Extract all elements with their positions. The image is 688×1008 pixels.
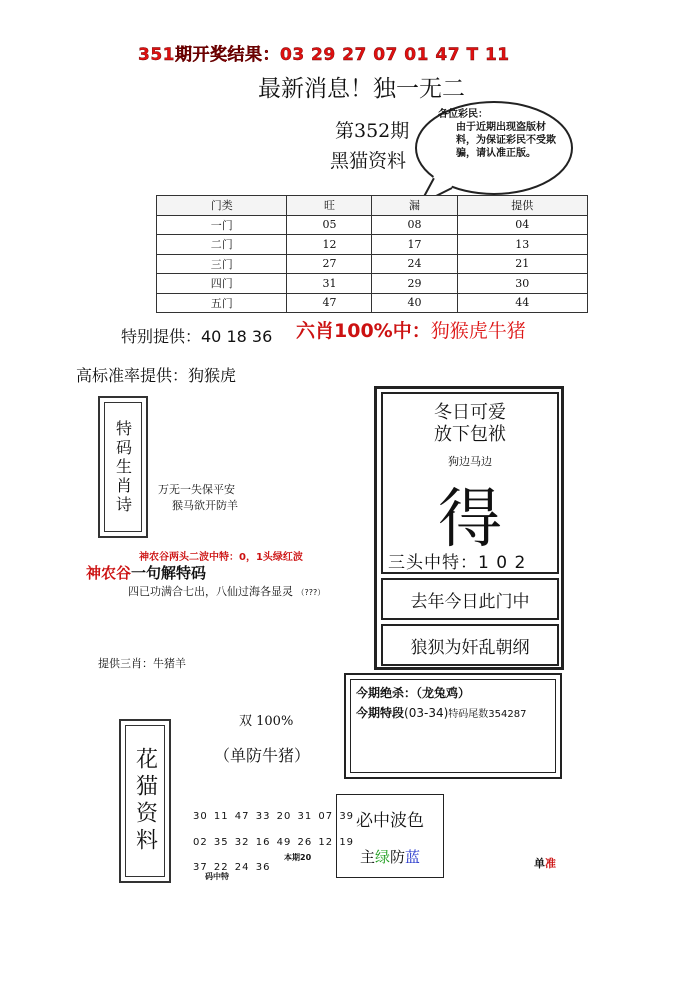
number-row-1: 30 11 47 33 20 31 07 39 [193, 811, 355, 822]
three-head-line: 三头中特：1 0 2 [388, 553, 527, 573]
kill-line-2-range: (03-34) [404, 706, 449, 720]
table-cell: 29 [372, 274, 457, 294]
news-headline: 最新消息！独一无二 [258, 76, 465, 102]
gouma-line: 狗边马边 [448, 455, 492, 468]
table-cell: 二门 [157, 235, 287, 255]
poem-title-box [98, 396, 148, 538]
shennong-title [86, 562, 206, 583]
number-row-3: 37 22 24 36 [193, 862, 271, 873]
bubble-warning: 由于近期出现盗版材料，为保证彩民不受欺骗，请认准正版。 [456, 122, 556, 159]
flower-cat-title-box [119, 719, 171, 883]
riddle-question: （???） [296, 588, 326, 597]
kill-line-2-mid: 特段 [380, 706, 405, 720]
special-provide: 特别提供：40 18 36 [121, 327, 273, 346]
dan-black: 单 [534, 857, 545, 870]
table-header-cell: 漏 [372, 196, 457, 216]
poem-title: 特码生肖诗 [113, 419, 133, 515]
kill-line-1: 今期绝杀：（龙兔鸡） [356, 686, 471, 700]
table-row [157, 215, 588, 235]
wave-blue: 蓝 [405, 848, 421, 866]
table-cell: 31 [287, 274, 372, 294]
double-line: 双 100% [239, 714, 294, 729]
heimao-title: 黑猫资料 [330, 150, 407, 172]
table-cell: 17 [372, 235, 457, 255]
high-accuracy-line: 高标准率提供：狗猴虎 [76, 366, 237, 385]
door-table [156, 195, 588, 313]
draw-result-line: 351期开奖结果：03 29 27 07 01 47 T 11 [138, 45, 510, 65]
six-shio-answer: 狗猴虎牛猪 [430, 320, 526, 342]
table-cell: 30 [457, 274, 587, 294]
table-row [157, 274, 588, 294]
wave-subline [336, 846, 444, 867]
this-issue-label: 本期20 [284, 853, 312, 862]
wave-guard: 防 [390, 848, 406, 866]
table-cell: 04 [457, 215, 587, 235]
table-cell: 27 [287, 254, 372, 274]
table-cell: 五门 [157, 293, 287, 313]
flower-cat-title: 花猫资料 [132, 747, 158, 855]
poem-title-frame [104, 402, 142, 532]
wave-main: 主 [359, 848, 375, 866]
big-character: 得 [438, 483, 502, 557]
hit-special-label: 码中特 [205, 872, 229, 881]
langbei-box [381, 624, 559, 666]
table-cell: 12 [287, 235, 372, 255]
table-header-cell: 门类 [157, 196, 287, 216]
table-cell: 05 [287, 215, 372, 235]
kill-line-2-tail: 特码尾数354287 [448, 709, 527, 720]
six-shio-prefix: 六肖100%中： [296, 320, 431, 342]
table-header-cell: 提供 [457, 196, 587, 216]
table-cell: 24 [372, 254, 457, 274]
winter-line-1: 冬日可爱 [434, 402, 506, 423]
riddle-text: 四已功满合七出，八仙过海各显灵 [128, 585, 293, 598]
three-shio-line: 提供三肖：牛猪羊 [98, 657, 186, 670]
table-cell: 三门 [157, 254, 287, 274]
table-cell: 08 [372, 215, 457, 235]
guard-line: （单防牛猪） [214, 746, 311, 765]
table-header-cell: 旺 [287, 196, 372, 216]
last-year-text: 去年今日此门中 [410, 591, 530, 612]
dan-red: 准 [545, 857, 556, 870]
poem-line-2: 猴马欲开防羊 [172, 499, 238, 512]
table-cell: 40 [372, 293, 457, 313]
wave-title: 必中波色 [356, 811, 424, 831]
speech-bubble-text [438, 108, 556, 160]
six-shio-line [296, 316, 526, 343]
table-row [157, 293, 588, 313]
shennong-title-black: 一句解特码 [131, 564, 207, 582]
winter-line-2: 放下包袱 [434, 424, 506, 445]
last-year-box [381, 578, 559, 620]
table-row [157, 254, 588, 274]
bubble-greeting: 各位彩民： [438, 109, 488, 120]
dan-label [534, 855, 556, 871]
shennong-title-red: 神农谷 [86, 564, 132, 582]
table-cell: 44 [457, 293, 587, 313]
table-cell: 一门 [157, 215, 287, 235]
kill-line-2 [356, 704, 526, 721]
wave-green: 绿 [374, 848, 390, 866]
table-cell: 四门 [157, 274, 287, 294]
issue-number: 第352期 [335, 120, 410, 142]
riddle-line [128, 583, 325, 599]
shennong-wave-line: 神农谷两头二波中特：0，1头绿红波 [139, 552, 303, 563]
kill-line-2-bold: 今期 [356, 706, 381, 720]
number-row-2: 02 35 32 16 49 26 12 19 [193, 837, 355, 848]
table-cell: 47 [287, 293, 372, 313]
flower-cat-title-frame [125, 725, 165, 877]
poem-line-1: 万无一失保平安 [158, 483, 235, 496]
langbei-text: 狼狈为奸乱朝纲 [410, 637, 530, 658]
table-cell: 13 [457, 235, 587, 255]
table-header-row [157, 196, 588, 216]
table-cell: 21 [457, 254, 587, 274]
table-row [157, 235, 588, 255]
